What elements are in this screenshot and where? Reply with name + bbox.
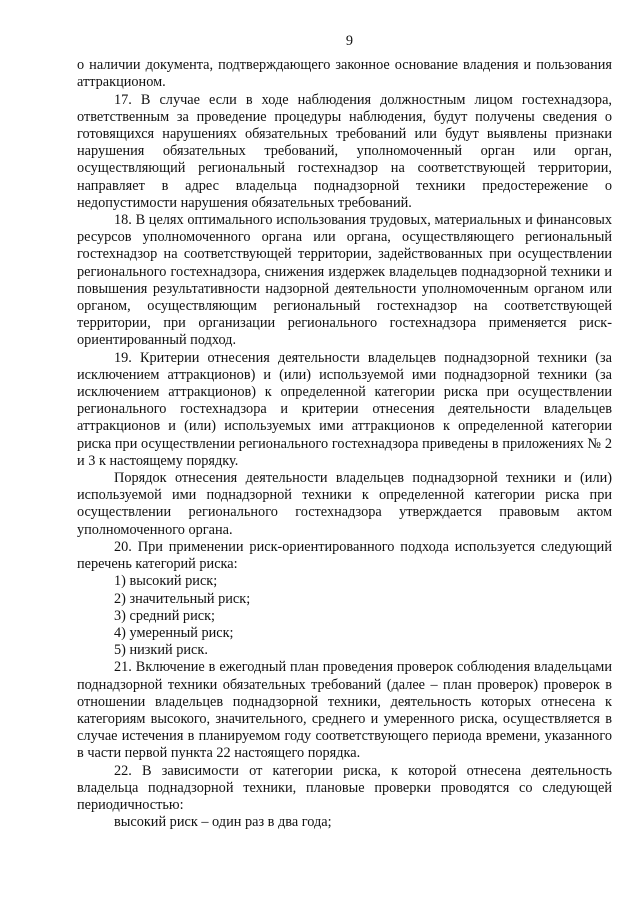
paragraph-18: 18. В целях оптимального использования трудовых, материальных и финансовых ресурсов уполномоченного органа или органа, осуществляющего региональный гостехнадзор на соответствующей территории, задействованных при осуществлении регионального гостехнадзора, снижения издержек владельцев поднадзорной техники и повышения результативности надзорной деятельности уполномоченным органом или органом, осуществляющим региональный гостехнадзор на соответствующей территории, при организации регионального гостехнадзора применяется риск-ориентированный подход. [77,212,612,349]
list-item: 5) низкий риск. [114,642,208,659]
paragraph-17: 17. В случае если в ходе наблюдения должностным лицом гостехнадзора, ответственным за проведение процедуры наблюдения, будут получены сведения о готовящихся нарушениях обязательных требований или будут выявлены признаки нарушения обязательных требований, уполномоченный орган или орган, осуществляющий региональный гостехнадзор на соответствующей территории, направляет в адрес владельца поднадзорной техники предостережение о недопустимости нарушения обязательных требований. [77,91,612,211]
paragraph: о наличии документа, подтверждающего законное основание владения и пользования аттракционом. [77,57,612,91]
risk-category-list [77,573,612,659]
list-item: 1) высокий риск; [114,573,218,590]
paragraph-high-risk-frequency: высокий риск – один раз в два года; [114,814,332,831]
page-number: 9 [345,33,354,49]
list-item: 3) средний риск; [114,607,215,624]
paragraph-19: 19. Критерии отнесения деятельности владельцев поднадзорной техники (за исключением аттракционов) и (или) используемой ими поднадзорной техники (за исключением аттракционов) к определенной категории риска при осуществлении регионального гостехнадзора и критерии отнесения деятельности владельцев аттракционов и (или) используемых ими аттракционов к определенной категории риска при осуществлении регионального гостехнадзора приведены в приложениях № 2 и 3 к настоящему порядку. [77,349,612,469]
list-item: 2) значительный риск; [114,590,251,607]
paragraph-risk-order: Порядок отнесения деятельности владельцев поднадзорной техники и (или) используемой ими поднадзорной техники к определенной категории риска при осуществлении регионального гостехнадзора утверждается правовым актом уполномоченного органа. [77,470,612,538]
list-item: 4) умеренный риск; [114,624,234,641]
paragraph-22: 22. В зависимости от категории риска, к которой отнесена деятельность владельца поднадзорной техники, плановые проверки проводятся со следующей периодичностью: [77,762,612,813]
paragraph-20: 20. При применении риск-ориентированного подхода используется следующий перечень категорий риска: [77,538,612,573]
document-page [77,33,612,831]
paragraph-21: 21. Включение в ежегодный план проведения проверок соблюдения владельцами поднадзорной техники обязательных требований (далее – план проверок) проверок в отношении владельцев поднадзорной техники, деятельность которых отнесена к категориям высокого, значительного, среднего и умеренного риска, осуществляется в случае истечения в планируемом году соответствующего периода времени, указанного в части первой пункта 22 настоящего порядка. [77,659,612,762]
